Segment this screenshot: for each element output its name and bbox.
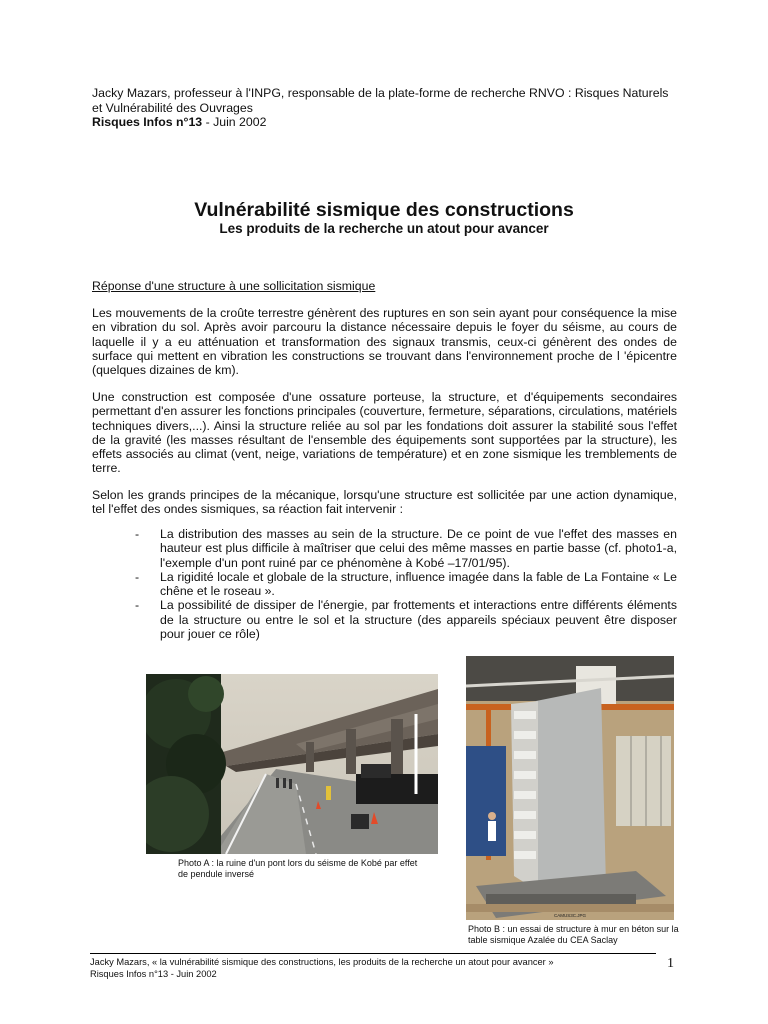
- shaking-table-illustration: [466, 656, 674, 920]
- photo-a-caption: Photo A : la ruine d'un pont lors du séisme de Kobé par effet de pendule inversé: [178, 858, 418, 879]
- photo-b-shaking-table: [466, 656, 674, 920]
- publication-name: Risques Infos n°13: [92, 115, 203, 129]
- photo-b-filename: CAMUS3C.JPG: [553, 913, 587, 918]
- page-subtitle: Les produits de la recherche un atout pour avancer: [219, 221, 549, 236]
- paragraph-2: Une construction est composée d'une ossature porteuse, la structure, et d'équipements secondaires permettant d'en assurer les fonctions principales (couverture, fermeture, séparations, circulations, matériels techniques divers,...). Ainsi la structure reliée au sol par les fondations doit assurer la stabilité sous l'effet de la gravité (les masses résultant de l'ensemble des équipements sont supportées par la structure), les effets associés au climat (vent, neige, variations de température) et en zone sismique les tremblements de terre.: [92, 390, 677, 476]
- footer: [90, 957, 650, 980]
- author-line: Jacky Mazars, professeur à l'INPG, responsable de la plate-forme de recherche RNVO : Risques Naturels et Vulnérabilité des Ouvrages: [92, 86, 669, 115]
- bullet-text: La possibilité de dissiper de l'énergie, par frottements et interactions entre différents éléments de la structure ou entre le sol et la structure (des appareils spéciaux peuvent être disposer pour jouer ce rôle): [160, 598, 677, 642]
- bullet-text: La rigidité locale et globale de la structure, influence imagée dans la fable de La Fontaine « Le chêne et le roseau ».: [160, 569, 677, 599]
- publication-date: - Juin 2002: [202, 115, 267, 129]
- page-number: 1: [667, 956, 674, 971]
- footer-source: Risques Infos n°13 - Juin 2002: [90, 968, 217, 979]
- list-item: [92, 598, 677, 641]
- footer-divider: [90, 953, 656, 954]
- photo-b-caption: Photo B : un essai de structure à mur en béton sur la table sismique Azalée du CEA Saclay: [468, 924, 679, 945]
- footer-citation: Jacky Mazars, « la vulnérabilité sismique des constructions, les produits de la recherche un atout pour avancer »: [90, 957, 554, 967]
- page-title: Vulnérabilité sismique des constructions: [194, 199, 574, 221]
- bullet-marker: -: [135, 598, 140, 613]
- bullet-text: La distribution des masses au sein de la structure. De ce point de vue l'effet des masses en hauteur est plus difficile à maîtriser que celui des même masses en partie basse (cf. photo1-a, l'exemple d'un pont ruiné par ce phénomène à Kobé –17/01/95).: [160, 527, 677, 570]
- bridge-illustration: [146, 674, 438, 854]
- list-item: [92, 570, 677, 599]
- bullet-marker: -: [135, 569, 140, 584]
- list-item: [92, 527, 677, 570]
- header-block: [92, 86, 672, 130]
- paragraph-1: Les mouvements de la croûte terrestre génèrent des ruptures en son sein ayant pour conséquence la mise en vibration du sol. Après avoir parcouru la distance nécessaire depuis le foyer du séisme, au cours de laquelle il y a eu atténuation et transformation des signaux transmis, ceux-ci génèrent des ondes de surface qui mettent en vibration les constructions se trouvant dans l'environnement proche de l 'épicentre (quelques dizaines de km).: [92, 306, 677, 378]
- bullet-list: [92, 527, 677, 641]
- paragraph-3: Selon les grands principes de la mécanique, lorsqu'une structure est sollicitée par une action dynamique, tel l'effet des ondes sismiques, sa réaction fait intervenir :: [92, 488, 677, 517]
- photo-a-collapsed-bridge: [146, 674, 438, 854]
- publication-line: [92, 115, 672, 130]
- bullet-marker: -: [135, 527, 140, 541]
- section-heading: Réponse d'une structure à une sollicitation sismique: [92, 279, 376, 293]
